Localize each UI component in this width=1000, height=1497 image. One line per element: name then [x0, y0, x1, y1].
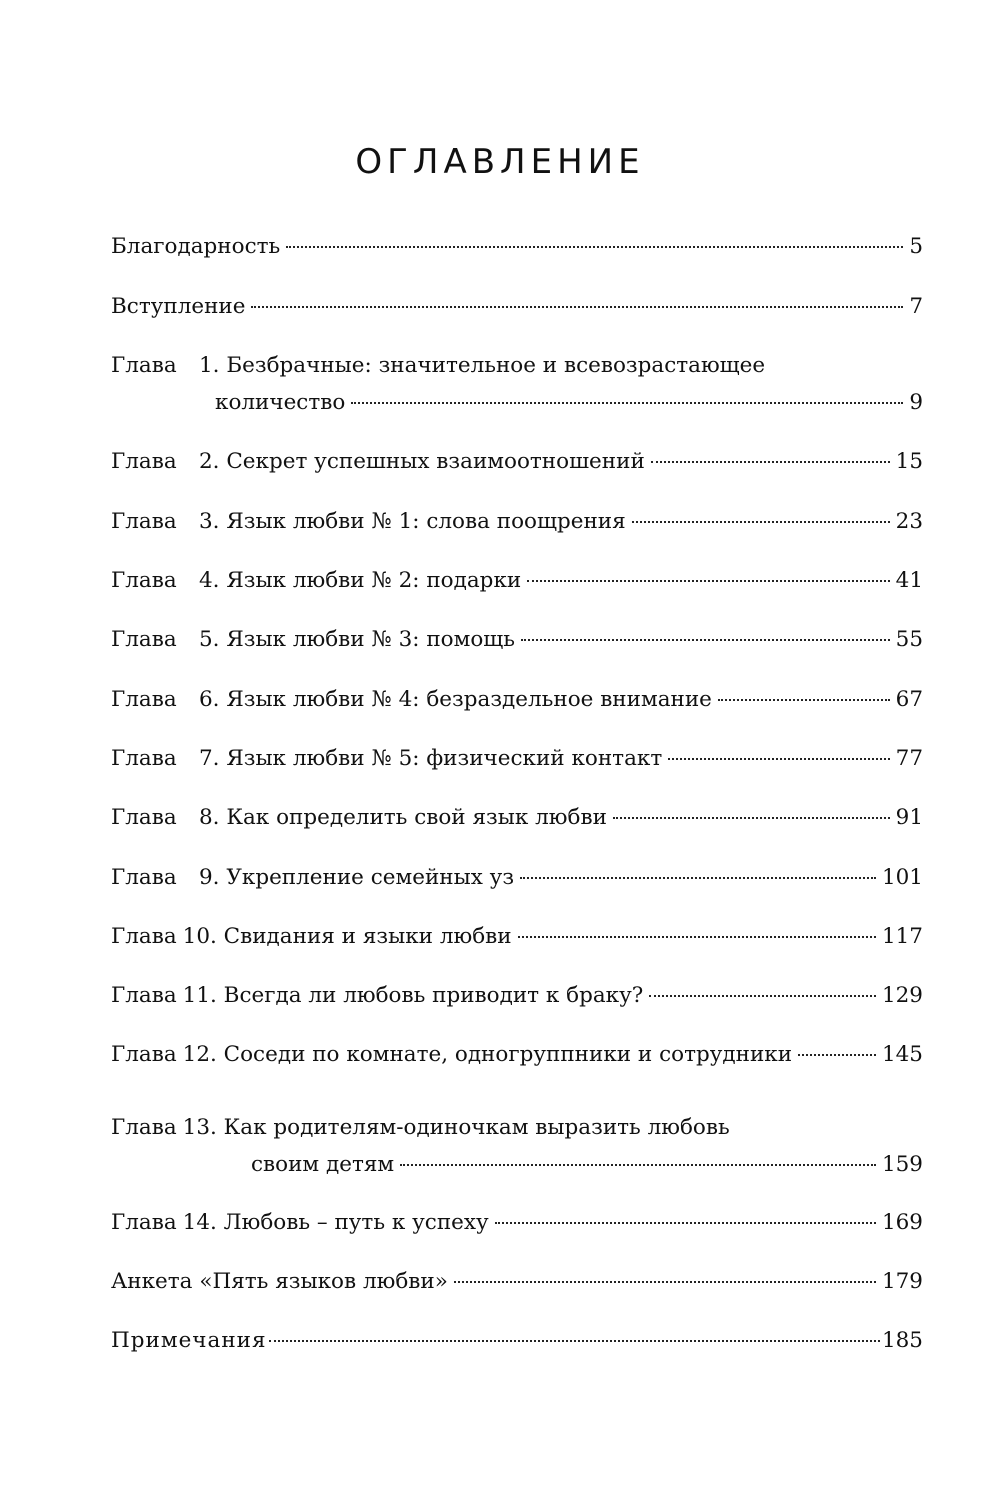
dot-leader: [286, 245, 903, 248]
toc-entry-chapter-3[interactable]: [111, 507, 923, 537]
toc-entry-chapter-14[interactable]: [111, 1208, 923, 1238]
toc-entry-text: Вступление: [111, 294, 246, 319]
page-title: ОГЛАВЛЕНИЕ: [355, 142, 645, 182]
toc-entry-text: 1. Безбрачные: значительное и всевозрастающее: [199, 353, 766, 378]
dot-leader: [718, 698, 890, 701]
toc-entry-text: 8. Как определить свой язык любви: [199, 805, 607, 830]
dot-leader: [668, 757, 889, 760]
toc-entry-text: 6. Язык любви № 4: безраздельное внимание: [199, 687, 712, 712]
toc-entry-chapter-9[interactable]: [111, 863, 923, 893]
toc-entry-questionnaire[interactable]: [111, 1267, 923, 1297]
toc-page-number: 129: [881, 983, 923, 1008]
toc-entry-chapter-2[interactable]: [111, 447, 923, 477]
toc-page-number: 23: [895, 509, 923, 534]
dot-leader: [269, 1339, 880, 1342]
toc-page-number: 101: [881, 865, 923, 890]
dot-leader: [251, 305, 903, 308]
toc-chapter-label: Глава: [111, 568, 177, 593]
toc-page-number: 9: [909, 390, 923, 415]
toc-page-number: 179: [881, 1269, 923, 1294]
toc-chapter-label: Глава: [111, 746, 177, 771]
toc-entry-chapter-5[interactable]: [111, 625, 923, 655]
toc-page-number: 185: [881, 1328, 923, 1353]
toc-entry-acknowledgements[interactable]: [111, 232, 923, 262]
toc-entry-chapter-4[interactable]: [111, 566, 923, 596]
toc-entry-text: 14. Любовь – путь к успеху: [182, 1210, 489, 1235]
toc-entry-text: 3. Язык любви № 1: слова поощрения: [199, 509, 626, 534]
toc-chapter-label: Глава: [111, 1115, 177, 1140]
toc-page-number: 145: [881, 1042, 923, 1067]
dot-leader: [521, 638, 890, 641]
toc-entry-text: 9. Укрепление семейных уз: [199, 865, 515, 890]
toc-page-number: 159: [881, 1152, 923, 1177]
toc-chapter-label: Глава: [111, 1210, 177, 1235]
toc-entry-notes[interactable]: [111, 1326, 923, 1356]
toc-entry-text: 4. Язык любви № 2: подарки: [199, 568, 522, 593]
toc-page-number: 77: [895, 746, 923, 771]
toc-chapter-label: Глава: [111, 1042, 177, 1067]
dot-leader: [495, 1221, 876, 1224]
toc-chapter-label: Глава: [111, 353, 177, 378]
toc-entry-text-continued: количество: [215, 390, 346, 415]
toc-entry-text: Примечания: [111, 1328, 267, 1353]
toc-chapter-label: Глава: [111, 865, 177, 890]
toc-entry-text: 11. Всегда ли любовь приводит к браку?: [182, 983, 644, 1008]
dot-leader: [454, 1280, 876, 1283]
toc-entry-text: 10. Свидания и языки любви: [182, 924, 512, 949]
dot-leader: [527, 579, 889, 582]
toc-entry-chapter-13[interactable]: [111, 1113, 923, 1180]
toc-entry-chapter-8[interactable]: [111, 803, 923, 833]
toc-entry-chapter-1[interactable]: [111, 351, 923, 418]
dot-leader: [520, 876, 876, 879]
toc-page-number: 7: [909, 294, 923, 319]
toc-entry-chapter-10[interactable]: [111, 922, 923, 952]
toc-entry-text: Анкета «Пять языков любви»: [111, 1269, 448, 1294]
toc-entry-text: 13. Как родителям-одиночкам выразить любовь: [182, 1115, 730, 1140]
dot-leader: [351, 401, 903, 404]
toc-page-number: 91: [895, 805, 923, 830]
dot-leader: [651, 460, 890, 463]
toc-entry-chapter-12[interactable]: [111, 1040, 923, 1070]
toc-chapter-label: Глава: [111, 687, 177, 712]
toc-chapter-label: Глава: [111, 983, 177, 1008]
toc-entry-text: 5. Язык любви № 3: помощь: [199, 627, 515, 652]
dot-leader: [400, 1163, 876, 1166]
dot-leader: [518, 935, 876, 938]
toc-entry-text: 2. Секрет успешных взаимоотношений: [199, 449, 645, 474]
toc-chapter-label: Глава: [111, 627, 177, 652]
toc-entry-text: 7. Язык любви № 5: физический контакт: [199, 746, 663, 771]
toc-chapter-label: Глава: [111, 509, 177, 534]
toc-page-number: 169: [881, 1210, 923, 1235]
toc-entry-chapter-6[interactable]: [111, 685, 923, 715]
dot-leader: [649, 994, 876, 997]
toc-entry-text-continued: своим детям: [251, 1152, 395, 1177]
toc-entry-chapter-11[interactable]: [111, 981, 923, 1011]
toc-entry-introduction[interactable]: [111, 292, 923, 322]
toc-chapter-label: Глава: [111, 449, 177, 474]
toc-page-number: 117: [881, 924, 923, 949]
toc-entry-text: 12. Соседи по комнате, одногруппники и сотрудники: [182, 1042, 793, 1067]
toc-entry-chapter-7[interactable]: [111, 744, 923, 774]
toc-page-number: 67: [895, 687, 923, 712]
dot-leader: [798, 1053, 876, 1056]
toc-chapter-label: Глава: [111, 924, 177, 949]
toc-page-number: 41: [895, 568, 923, 593]
dot-leader: [613, 816, 890, 819]
toc-page-number: 55: [895, 627, 923, 652]
dot-leader: [632, 520, 890, 523]
toc-entry-text: Благодарность: [111, 234, 281, 259]
toc-chapter-label: Глава: [111, 805, 177, 830]
toc-page-number: 5: [909, 234, 923, 259]
toc-page-number: 15: [895, 449, 923, 474]
